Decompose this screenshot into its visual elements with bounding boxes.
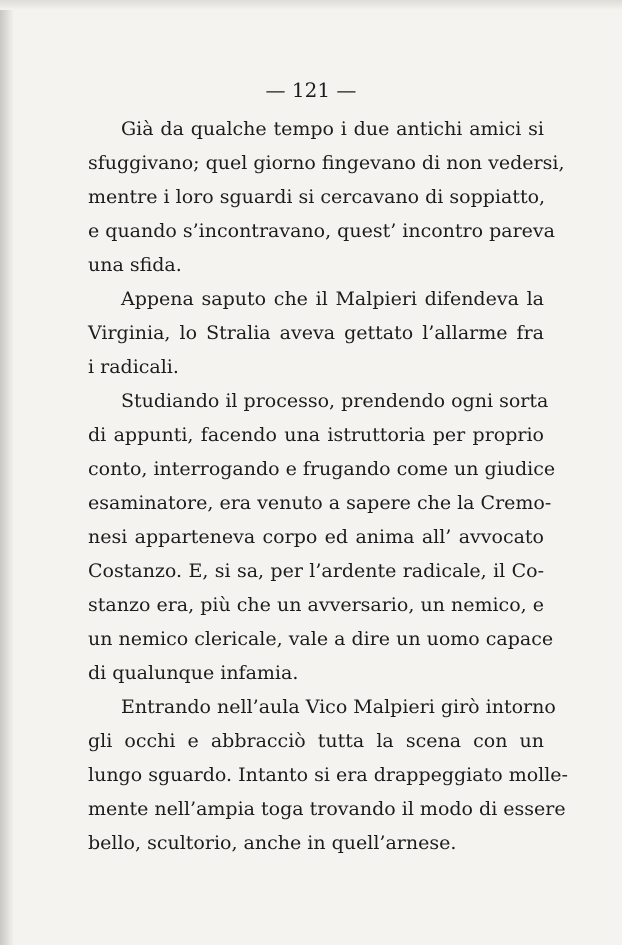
text-line: di qualunque infamia. (88, 662, 299, 684)
text-line: una sfida. (88, 254, 182, 276)
page-number: — 121 — (265, 78, 357, 102)
paragraph-3 (88, 384, 556, 690)
text-line: di appunti, facendo una istruttoria per proprio (88, 424, 544, 446)
text-line: mentre i loro sguardi si cercavano di soppiatto, (88, 186, 546, 208)
paragraph-4 (88, 690, 568, 860)
paragraph-1 (88, 112, 565, 282)
text-line: Già da qualche tempo i due antichi amici si (121, 118, 544, 140)
text-line: mente nell’ampia toga trovando il modo di essere (88, 798, 566, 820)
text-line: Entrando nell’aula Vico Malpieri girò intorno (121, 696, 556, 718)
text-line: Appena saputo che il Malpieri difendeva la (121, 288, 544, 310)
text-line: un nemico clericale, vale a dire un uomo capace (88, 628, 554, 650)
body-text (88, 112, 568, 860)
text-line: stanzo era, più che un avversario, un nemico, e (88, 594, 544, 616)
text-line: e quando s’incontravano, quest’ incontro pareva (88, 220, 555, 242)
text-line: gli occhi e abbracciò tutta la scena con un (88, 730, 544, 752)
text-line: Virginia, lo Stralia aveva gettato l’allarme fra (88, 322, 544, 344)
text-line: bello, scultorio, anche in quell’arnese. (88, 832, 457, 854)
text-line: Costanzo. E, si sa, per l’ardente radicale, il Co- (88, 560, 544, 582)
text-line: sfuggivano; quel giorno fingevano di non vedersi, (88, 152, 565, 174)
text-line: Studiando il processo, prendendo ogni sorta (121, 390, 549, 412)
text-line: nesi apparteneva corpo ed anima all’ avvocato (88, 526, 544, 548)
text-line: lungo sguardo. Intanto si era drappeggiato molle- (88, 764, 568, 786)
top-edge-shadow (0, 0, 622, 10)
text-line: conto, interrogando e frugando come un giudice (88, 458, 556, 480)
text-line: i radicali. (88, 356, 179, 378)
binding-shadow (0, 0, 14, 945)
paragraph-2 (88, 282, 544, 384)
text-line: esaminatore, era venuto a sapere che la Cremo- (88, 492, 552, 514)
